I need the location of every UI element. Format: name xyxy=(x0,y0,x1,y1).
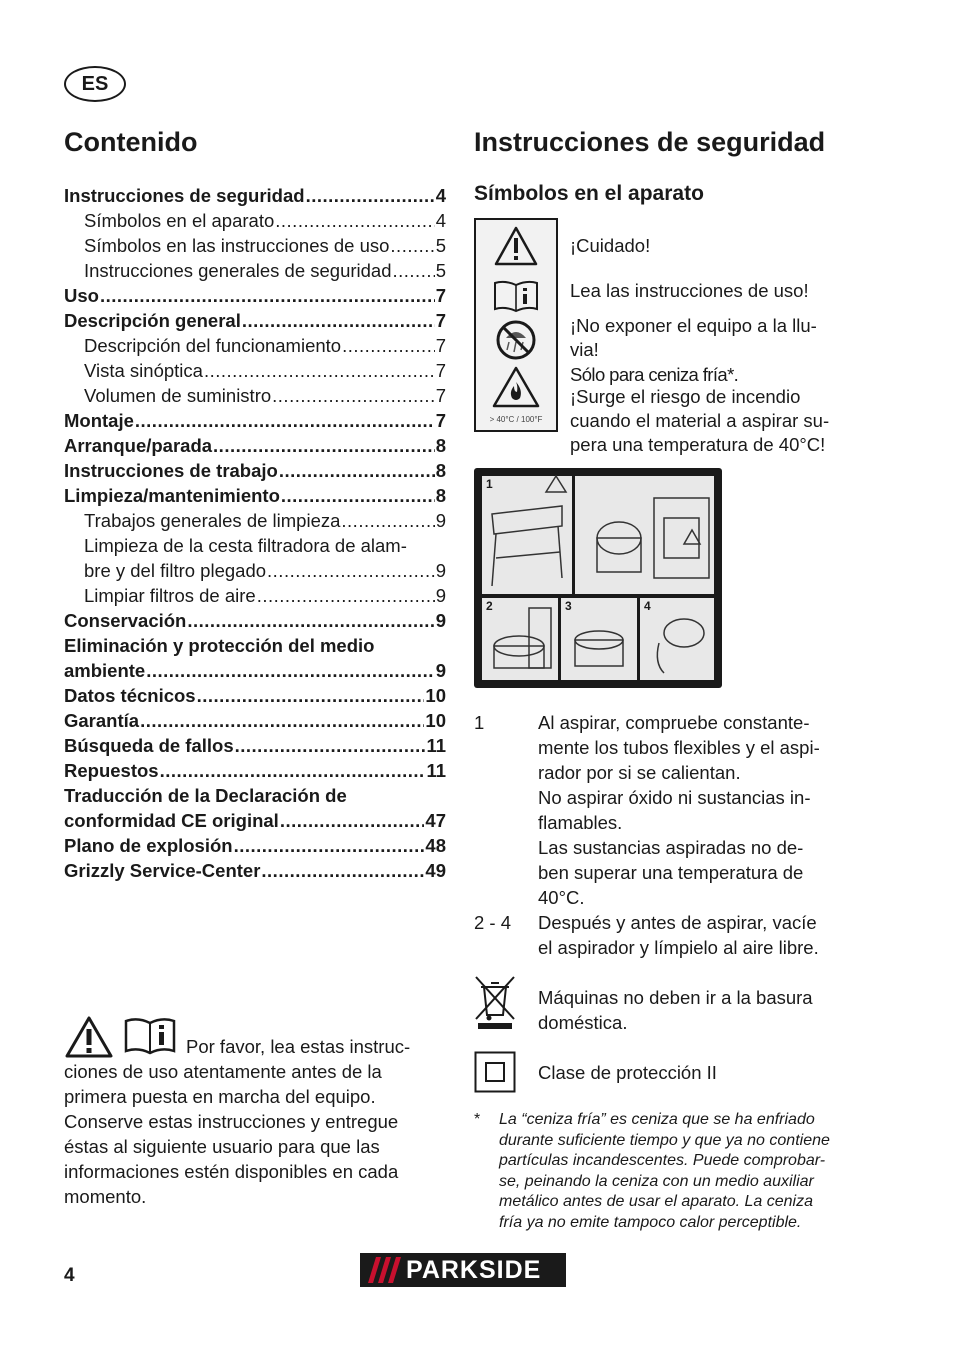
toc-entry-page: 7 xyxy=(435,360,446,381)
toc-entry xyxy=(64,658,446,683)
list-item xyxy=(474,710,874,910)
toc-entry-page: 11 xyxy=(426,760,446,781)
intro-line: Conserve estas instrucciones y entregue xyxy=(64,1111,399,1132)
toc-entry xyxy=(64,858,446,883)
parkside-logo xyxy=(360,1253,566,1287)
toc-entry-page: 9 xyxy=(435,610,446,631)
toc-leader xyxy=(280,808,425,833)
toc-entry-title: ambiente xyxy=(64,660,146,681)
toc-leader xyxy=(160,758,426,783)
toc-leader xyxy=(242,308,435,333)
toc-entry xyxy=(64,283,446,308)
item-line: mente los tubos flexibles y el aspi- xyxy=(538,737,820,758)
footnote-line: La “ceniza fría” es ceniza que se ha enfriado xyxy=(499,1111,815,1128)
item-line: el aspirador y límpielo al aire libre. xyxy=(538,937,819,958)
item-number: 1 xyxy=(474,712,485,733)
intro-line: éstas al siguiente usuario para que las xyxy=(64,1136,380,1157)
toc-leader xyxy=(342,333,435,358)
toc-entry-title: Símbolos en las instrucciones de uso xyxy=(84,235,390,256)
toc-entry-title: Trabajos generales de limpieza xyxy=(84,510,341,531)
illustration-step-label: 1 xyxy=(486,477,493,491)
item-line: rador por si se calientan. xyxy=(538,762,741,783)
manual-info-icon xyxy=(495,282,537,311)
list-item xyxy=(474,910,874,960)
intro-icons xyxy=(64,1015,176,1059)
toc-entry-title: Descripción del funcionamiento xyxy=(84,335,342,356)
toc-entry-page: 7 xyxy=(435,285,446,306)
item-line: flamables. xyxy=(538,812,623,833)
toc-leader xyxy=(235,733,426,758)
warning-icon xyxy=(496,228,536,264)
toc-entry-page: 11 xyxy=(426,735,446,756)
intro-line: momento. xyxy=(64,1186,147,1207)
toc-entry-page: 49 xyxy=(425,860,446,881)
toc-entry-title: Montaje xyxy=(64,410,134,431)
item-line: 40°C. xyxy=(538,887,585,908)
toc-entry xyxy=(64,383,446,408)
toc-entry-page: 9 xyxy=(435,560,446,581)
safety-title: Instrucciones de seguridad xyxy=(474,127,826,157)
footnote-line: metálico antes de usar el aparato. La ceniza xyxy=(499,1193,813,1210)
toc-entry-title: Conservación xyxy=(64,610,187,631)
device-symbols-panel xyxy=(474,218,558,432)
symbol-rain-text-1: ¡No exponer el equipo a la llu- xyxy=(570,315,817,336)
toc-entry xyxy=(64,833,446,858)
language-badge: ES xyxy=(64,66,126,102)
toc-entry xyxy=(64,733,446,758)
toc-entry xyxy=(64,533,446,558)
item-line: Al aspirar, compruebe constante- xyxy=(538,712,810,733)
toc-entry-page: 8 xyxy=(435,460,446,481)
toc-entry-page: 5 xyxy=(435,260,446,281)
toc-leader xyxy=(257,583,435,608)
toc-entry xyxy=(64,308,446,333)
intro-line: informaciones estén disponibles en cada xyxy=(64,1161,399,1182)
toc-entry-title: Instrucciones generales de seguridad xyxy=(84,260,392,281)
toc-entry-title: Instrucciones de trabajo xyxy=(64,460,278,481)
toc-entry xyxy=(64,583,446,608)
toc-leader xyxy=(135,408,435,433)
footnote-mark: * xyxy=(474,1111,481,1128)
item-line: ben superar una temperatura de xyxy=(538,862,804,883)
toc-entry-page: 8 xyxy=(435,485,446,506)
footnote-line: partículas incandescentes. Puede comprobar- xyxy=(499,1152,826,1169)
toc-leader xyxy=(393,258,435,283)
toc-entry xyxy=(64,433,446,458)
toc-entry-title: Descripción general xyxy=(64,310,241,331)
toc-entry-page: 9 xyxy=(435,510,446,531)
toc-entry-title: Datos técnicos xyxy=(64,685,196,706)
toc-entry xyxy=(64,483,446,508)
toc-leader xyxy=(306,183,435,208)
toc-leader xyxy=(272,383,435,408)
toc-entry-page: 7 xyxy=(435,310,446,331)
toc-entry-title: Instrucciones de seguridad xyxy=(64,185,305,206)
fire-hazard-icon xyxy=(494,368,538,406)
numbered-notes xyxy=(474,710,874,960)
class-2-text: Clase de protección II xyxy=(538,1062,717,1083)
item-line: No aspirar óxido ni sustancias in- xyxy=(538,787,811,808)
toc-entry-title: Vista sinóptica xyxy=(84,360,203,381)
table-of-contents xyxy=(64,183,446,883)
toc-entry-title: Limpieza de la cesta filtradora de alam- xyxy=(84,535,407,556)
illustration-step-label: 2 xyxy=(486,599,493,613)
toc-entry-page: 47 xyxy=(425,810,446,831)
toc-entry xyxy=(64,233,446,258)
contents-title: Contenido xyxy=(64,127,198,157)
toc-leader xyxy=(204,358,435,383)
weee-line: Máquinas no deben ir a la basura xyxy=(538,987,813,1008)
manual-info-icon xyxy=(124,1015,176,1055)
item-number: 2 - 4 xyxy=(474,912,512,933)
symbols-subtitle: Símbolos en el aparato xyxy=(474,182,704,205)
toc-entry-page: 4 xyxy=(435,210,446,231)
toc-entry-page: 4 xyxy=(435,185,446,206)
toc-entry xyxy=(64,633,446,658)
toc-entry xyxy=(64,508,446,533)
toc-entry xyxy=(64,758,446,783)
illustration-step-label: 4 xyxy=(644,599,651,613)
toc-leader xyxy=(146,658,434,683)
toc-entry-page: 9 xyxy=(435,585,446,606)
symbol-caution-text: ¡Cuidado! xyxy=(570,235,651,256)
toc-entry-title: Repuestos xyxy=(64,760,159,781)
toc-entry-page: 8 xyxy=(435,435,446,456)
toc-entry-title: Eliminación y protección del medio xyxy=(64,635,375,656)
toc-leader xyxy=(140,708,424,733)
toc-leader xyxy=(197,683,425,708)
toc-entry-title: Símbolos en el aparato xyxy=(84,210,275,231)
warning-icon xyxy=(64,1015,114,1059)
page-number: 4 xyxy=(64,1265,75,1286)
intro-paragraph xyxy=(64,1009,446,1209)
toc-entry-page: 9 xyxy=(435,660,446,681)
toc-entry-page: 7 xyxy=(435,385,446,406)
toc-entry-page: 5 xyxy=(435,235,446,256)
toc-entry-title: Búsqueda de fallos xyxy=(64,735,234,756)
illustration-step-label: 3 xyxy=(565,599,572,613)
toc-leader xyxy=(390,233,434,258)
temperature-label: > 40°C / 100°F xyxy=(489,415,543,424)
toc-leader xyxy=(281,483,435,508)
brand-name: PARKSIDE xyxy=(406,1255,542,1284)
toc-entry-page: 7 xyxy=(435,410,446,431)
toc-leader xyxy=(213,433,435,458)
toc-entry-title: Traducción de la Declaración de xyxy=(64,785,347,806)
intro-line: primera puesta en marcha del equipo. xyxy=(64,1086,376,1107)
usage-illustration xyxy=(474,468,722,688)
toc-entry-title: Limpieza/mantenimiento xyxy=(64,485,280,506)
toc-entry-title: Grizzly Service-Center xyxy=(64,860,261,881)
toc-entry-page: 10 xyxy=(425,710,446,731)
item-line: Después y antes de aspirar, vacíe xyxy=(538,912,817,933)
toc-entry-title: bre y del filtro plegado xyxy=(84,560,267,581)
toc-entry xyxy=(64,458,446,483)
toc-entry-page: 7 xyxy=(435,335,446,356)
toc-entry-title: Plano de explosión xyxy=(64,835,233,856)
toc-leader xyxy=(341,508,434,533)
toc-entry xyxy=(64,358,446,383)
symbol-fire-text-2: cuando el material a aspirar su- xyxy=(570,410,830,431)
toc-entry xyxy=(64,333,446,358)
toc-leader xyxy=(261,858,424,883)
toc-entry xyxy=(64,808,446,833)
toc-entry-title: Arranque/parada xyxy=(64,435,213,456)
toc-leader xyxy=(187,608,434,633)
weee-text xyxy=(538,985,813,1035)
weee-line: doméstica. xyxy=(538,1012,628,1033)
toc-entry xyxy=(64,183,446,208)
toc-entry-title: Uso xyxy=(64,285,99,306)
intro-line: ciones de uso atentamente antes de la xyxy=(64,1061,382,1082)
symbol-fire-text-1: ¡Surge el riesgo de incendio xyxy=(570,386,801,407)
no-rain-icon xyxy=(498,322,534,358)
toc-entry xyxy=(64,208,446,233)
symbol-read-text: Lea las instrucciones de uso! xyxy=(570,280,809,301)
symbol-fire-text-3: pera una temperatura de 40°C! xyxy=(570,434,826,455)
toc-entry xyxy=(64,708,446,733)
toc-leader xyxy=(279,458,435,483)
toc-entry-title: Volumen de suministro xyxy=(84,385,272,406)
logo-stripes xyxy=(360,1253,406,1287)
toc-entry xyxy=(64,408,446,433)
toc-entry xyxy=(64,558,446,583)
footnote-line: durante suficiente tiempo y que ya no contiene xyxy=(499,1131,830,1149)
intro-line: Por favor, lea estas instruc- xyxy=(186,1036,411,1057)
toc-entry xyxy=(64,683,446,708)
toc-leader xyxy=(267,558,435,583)
footnote-line: fría ya no emite tampoco calor perceptible. xyxy=(499,1213,802,1231)
toc-entry-title: conformidad CE original xyxy=(64,810,279,831)
toc-leader xyxy=(275,208,434,233)
toc-entry xyxy=(64,783,446,808)
footnote-line: se, peinando la ceniza con un medio auxiliar xyxy=(499,1172,814,1190)
toc-entry xyxy=(64,608,446,633)
toc-entry-title: Limpiar filtros de aire xyxy=(84,585,256,606)
symbol-cold-ash-text: Sólo para ceniza fría*. xyxy=(570,364,739,385)
item-line: Las sustancias aspiradas no de- xyxy=(538,837,804,858)
symbol-rain-text-2: via! xyxy=(570,339,599,360)
crossed-bin-icon xyxy=(474,975,516,1031)
toc-entry-title: Garantía xyxy=(64,710,140,731)
toc-leader xyxy=(100,283,435,308)
toc-entry-page: 48 xyxy=(425,835,446,856)
toc-entry-page: 10 xyxy=(425,685,446,706)
class-2-icon xyxy=(474,1051,516,1093)
toc-entry xyxy=(64,258,446,283)
toc-leader xyxy=(234,833,425,858)
